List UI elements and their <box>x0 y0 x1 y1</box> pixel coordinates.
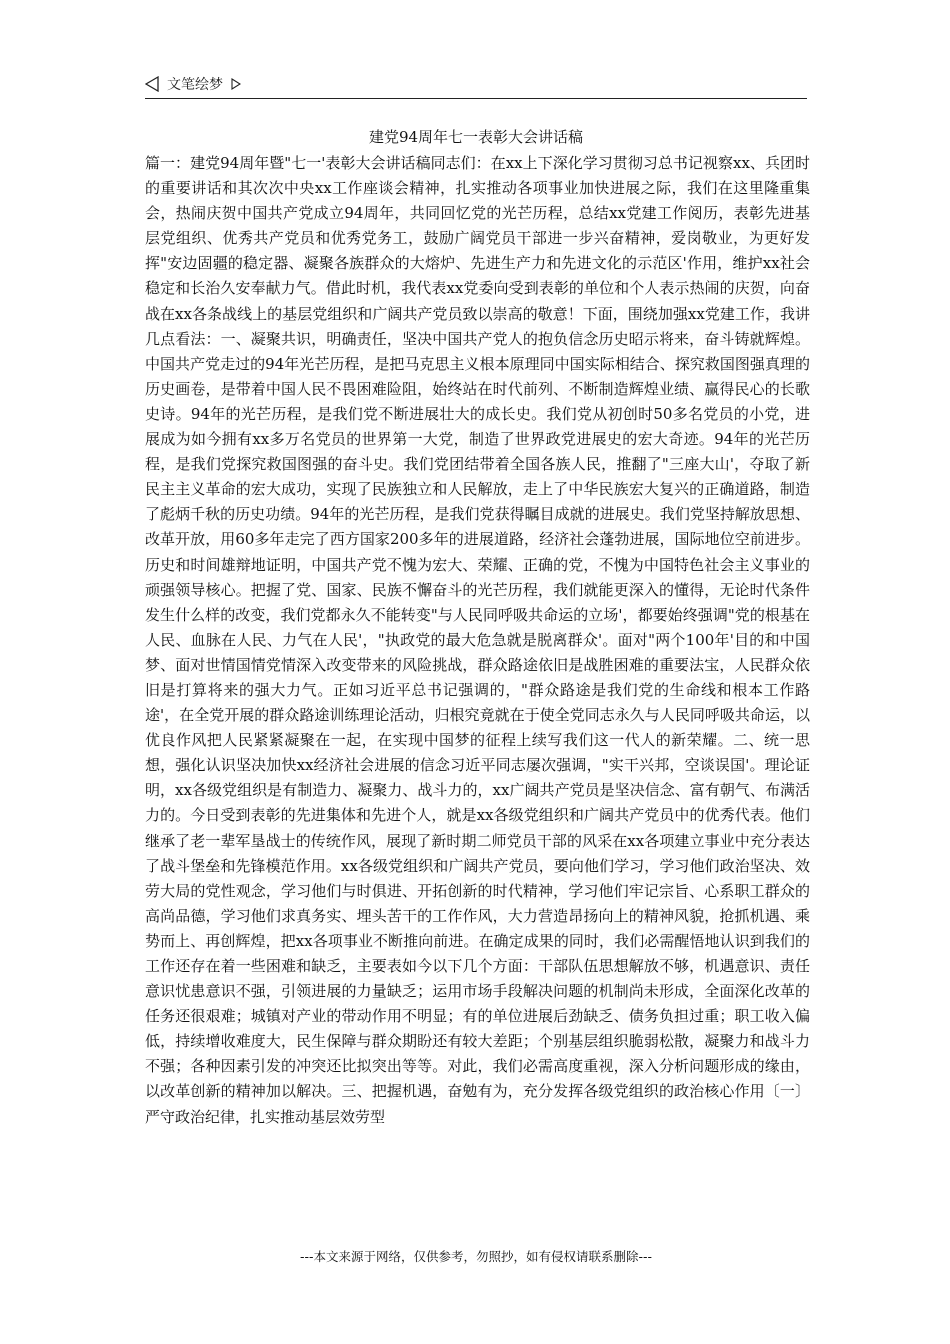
brand-name: 文笔绘梦 <box>167 77 223 93</box>
triangle-left-icon <box>145 76 159 92</box>
document-title: 建党94周年七一表彰大会讲话稿 <box>368 128 584 146</box>
page-header <box>145 72 807 99</box>
footer-notice: ---本文来源于网络，仅供参考，勿照抄，如有侵权请联系删除--- <box>299 1249 653 1264</box>
brand <box>145 74 241 94</box>
triangle-right-icon <box>231 78 241 90</box>
document-body: 篇一：建党94周年暨"七一'表彰大会讲话稿同志们：在xx上下深化学习贯彻习总书记视察xx、兵团时的重要讲话和其次次中央xx工作座谈会精神，扎实推动各项事业加快进展之际，我们在这里隆重集会，热闹庆贺中国共产党成立94周年，共同回忆党的光芒历程，总结xx党建工作阅历，表彰先进基层党组织、优秀共产党员和优秀党务工，鼓励广阔党员干部进一步兴奋精神，爱岗敬业，为更好发挥"安边固疆的稳定器、凝聚各族群众的大熔炉、先进生产力和先进文化的示范区'作用，维护xx社会稳定和长治久安奉献力气。借此时机，我代表xx党委向受到表彰的单位和个人表示热闹的庆贺，向奋战在xx各条战线上的基层党组织和广阔共产党员致以崇高的敬意！下面，围绕加强xx党建工作，我讲几点看法：一、凝聚共识，明确责任，坚决中国共产党人的抱负信念历史昭示将来，奋斗铸就辉煌。中国共产党走过的94年光芒历程，是把马克思主义根本原理同中国实际相结合、探究救国图强真理的历史画卷，是带着中国人民不畏困难险阻，始终站在时代前列、不断制造辉煌业绩、赢得民心的长歌史诗。94年的光芒历程，是我们党不断进展壮大的成长史。我们党从初创时50多名党员的小党，进展成为如今拥有xx多万名党员的世界第一大党，制造了世界政党进展史的宏大奇迹。94年的光芒历程，是我们党探究救国图强的奋斗史。我们党团结带着全国各族人民，推翻了"三座大山'，夺取了新民主主义革命的宏大成功，实现了民族独立和人民解放，走上了中华民族宏大复兴的正确道路，制造了彪炳千秋的历史功绩。94年的光芒历程，是我们党获得瞩目成就的进展史。我们党坚持解放思想、改革开放，用60多年走完了西方国家200多年的进展道路，经济社会蓬勃进展，国际地位空前进步。历史和时间雄辩地证明，中国共产党不愧为宏大、荣耀、正确的党，不愧为中国特色社会主义事业的顽强领导核心。把握了党、国家、民族不懈奋斗的光芒历程，我们就能更深入的懂得，无论时代条件发生什么样的改变，我们党都永久不能转变"与人民同呼吸共命运的立场'，都要始终强调"党的根基在人民、血脉在人民、力气在人民'，"执政党的最大危急就是脱离群众'。面对"两个100年'目的和中国梦、面对世情国情党情深入改变带来的风险挑战，群众路途依旧是战胜困难的重要法宝，人民群众依旧是打算将来的强大力气。正如习近平总书记强调的，"群众路途是我们党的生命线和根本工作路途'，在全党开展的群众路途训练理论活动，归根究竟就在于使全党同志永久与人民同呼吸共命运，以优良作风把人民紧紧凝聚在一起，在实现中国梦的征程上续写我们这一代人的新荣耀。二、统一思想，强化认识坚决加快xx经济社会进展的信念习近平同志屡次强调，"实干兴邦，空谈误国'。理论证明，xx各级党组织是有制造力、凝聚力、战斗力的，xx广阔共产党员是坚决信念、富有朝气、布满活力的。今日受到表彰的先进集体和先进个人，就是xx各级党组织和广阔共产党员中的优秀代表。他们继承了老一辈军垦战士的传统作风，展现了新时期二师党员干部的风采在xx各项建立事业中充分表达了战斗堡垒和先锋模范作用。xx各级党组织和广阔共产党员，要向他们学习，学习他们政治坚决、效劳大局的党性观念，学习他们与时俱进、开拓创新的时代精神，学习他们牢记宗旨、心系职工群众的高尚品德，学习他们求真务实、埋头苦干的工作作风，大力营造昂扬向上的精神风貌，抢抓机遇、乘势而上、再创辉煌，把xx各项事业不断推向前进。在确定成果的同时，我们必需醒悟地认识到我们的工作还存在着一些困难和缺乏，主要表如今以下几个方面：干部队伍思想解放不够，机遇意识、责任意识忧患意识不强，引领进展的力量缺乏；运用市场手段解决问题的机制尚未形成，全面深化改革的任务还很艰难；城镇对产业的带动作用不明显；有的单位进展后劲缺乏、债务负担过重；职工收入偏低，持续增收难度大，民生保障与群众期盼还有较大差距；个别基层组织脆弱松散，凝聚力和战斗力不强；各种因素引发的冲突还比拟突出等等。对此，我们必需高度重视，深入分析问题形成的缘由，以改革创新的精神加以解决。三、把握机遇，奋勉有为，充分发挥各级党组织的政治核心作用〔一〕严守政治纪律，扎实推动基层效劳型 <box>145 154 810 1126</box>
